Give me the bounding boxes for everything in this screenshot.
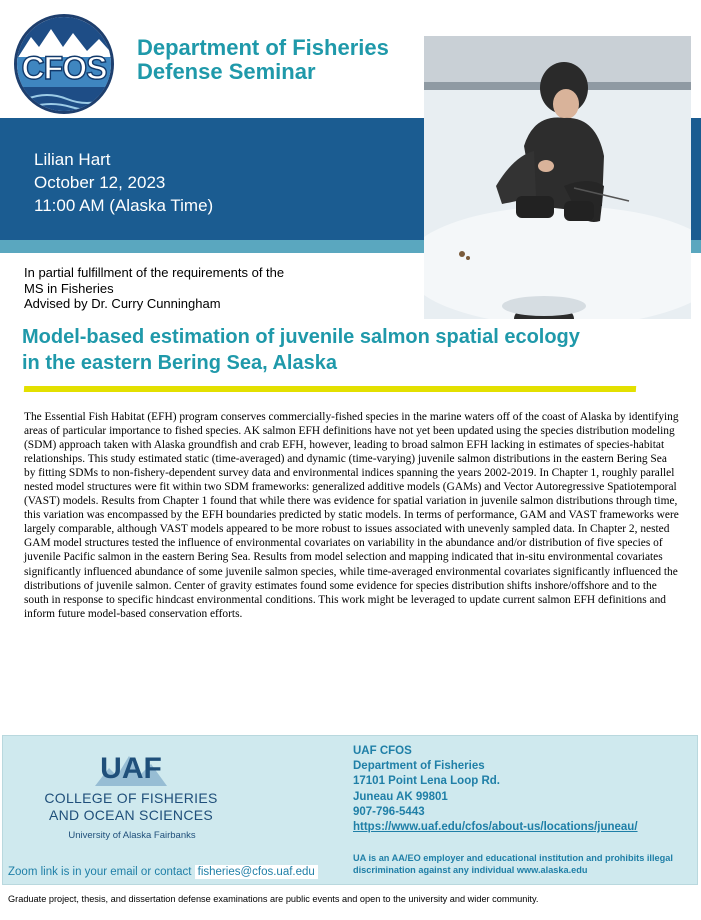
fulfillment-line2: MS in Fisheries	[24, 280, 114, 296]
speaker-info	[34, 148, 213, 217]
public-event-disclaimer: Graduate project, thesis, and dissertation defense examinations are public events and open to the university and wider community.	[8, 894, 539, 904]
contact-street: 17101 Point Lena Loop Rd.	[353, 775, 500, 788]
uaf-logo	[95, 748, 167, 791]
thesis-title	[22, 324, 580, 376]
speaker-photo	[424, 36, 691, 319]
dept-title-line2: Defense Seminar	[137, 59, 316, 84]
contact-org: UAF CFOS	[353, 745, 412, 757]
thesis-title-line1: Model-based estimation of juvenile salmon spatial ecology	[22, 326, 580, 348]
speaker-name: Lilian Hart	[34, 150, 111, 169]
thesis-title-line2: in the eastern Bering Sea, Alaska	[22, 352, 337, 374]
zoom-email-link[interactable]: fisheries@cfos.uaf.edu	[195, 865, 318, 879]
zoom-note	[8, 866, 318, 878]
fulfillment-text	[24, 265, 284, 312]
abstract-text: The Essential Fish Habitat (EFH) program conserves commercially-fished species in the marine waters off of the coast of Alaska by identifying areas of particular importance to fished species. AK salmon EFH definitions have not yet been updated using the species distribution modeling (SDM) approach taken with Alaska groundfish and crab EFH, however, leading to broad salmon EFH lacking in estimates of species-habitat relationships. This study estimated static (time-averaged) and dynamic (time-varying) juvenile salmon distributions in the eastern Bering Sea by fitting SDMs to non-fishery-dependent survey data and environmental indices spanning the years 2002-2019. In Chapter 1, roughly parallel nested model structures were fit within two SDM frameworks: generalized additive models (GAMs) and Vector Autoregressive Spatiotemporal (VAST) models. Results from Chapter 1 found that while there was evidence for spatial variation in juvenile salmon distributions through time, this variation was encompassed by the EFH boundaries predicted by static models. In terms of performance, GAM and VAST frameworks were largely comparable, although VAST models appeared to be more robust to issues associated with unevenly sampled data. In Chapter 2, nested GAM model structures tested the influence of environmental covariates on variability in the abundance and/or distribution of five species of juvenile Pacific salmon in the eastern Bering Sea. Results from model selection and mapping indicated that in-situ environmental covariates significantly influenced abundance of some juvenile salmon species, while time-averaged environmental covariates significantly influenced the distributions of juvenile salmon. Center of gravity estimates found some evidence for species distribution shifts inshore/offshore and to the south in response to specific hindcast environmental conditions. This work might be leveraged to update current salmon EFH definitions and inform future model-based conservation efforts.	[24, 411, 679, 620]
cfos-logo	[14, 14, 114, 114]
department-title	[137, 36, 427, 84]
college-line2: AND OCEAN SCIENCES	[48, 807, 214, 823]
contact-city: Juneau AK 99801	[353, 790, 448, 803]
college-line1: COLLEGE OF FISHERIES	[44, 790, 218, 806]
college-name	[42, 790, 220, 824]
advisor-line: Advised by Dr. Curry Cunningham	[24, 296, 221, 311]
contact-dept: Department of Fisheries	[353, 760, 485, 773]
seminar-time: 11:00 AM (Alaska Time)	[34, 196, 214, 215]
contact-phone: 907-796-5443	[353, 805, 425, 818]
fulfillment-line1: In partial fulfillment of the requirements of the	[24, 265, 285, 280]
eoe-statement: UA is an AA/EO employer and educational institution and prohibits illegal discrimination against any individual www.alaska.edu	[353, 853, 673, 875]
logo-text: CFOS	[21, 50, 107, 86]
contact-url-link[interactable]: https://www.uaf.edu/cfos/about-us/locations/juneau/	[353, 821, 638, 834]
zoom-text: Zoom link is in your email or contact	[8, 866, 192, 878]
seminar-date: October 12, 2023	[34, 173, 166, 192]
highlight-divider	[24, 386, 636, 392]
contact-block	[353, 744, 638, 835]
uaf-logo-mark	[95, 748, 167, 786]
dept-title-line1: Department of Fisheries	[137, 35, 389, 60]
uaf-logo-text: UAF	[100, 752, 162, 785]
university-name: University of Alaska Fairbanks	[68, 830, 196, 841]
